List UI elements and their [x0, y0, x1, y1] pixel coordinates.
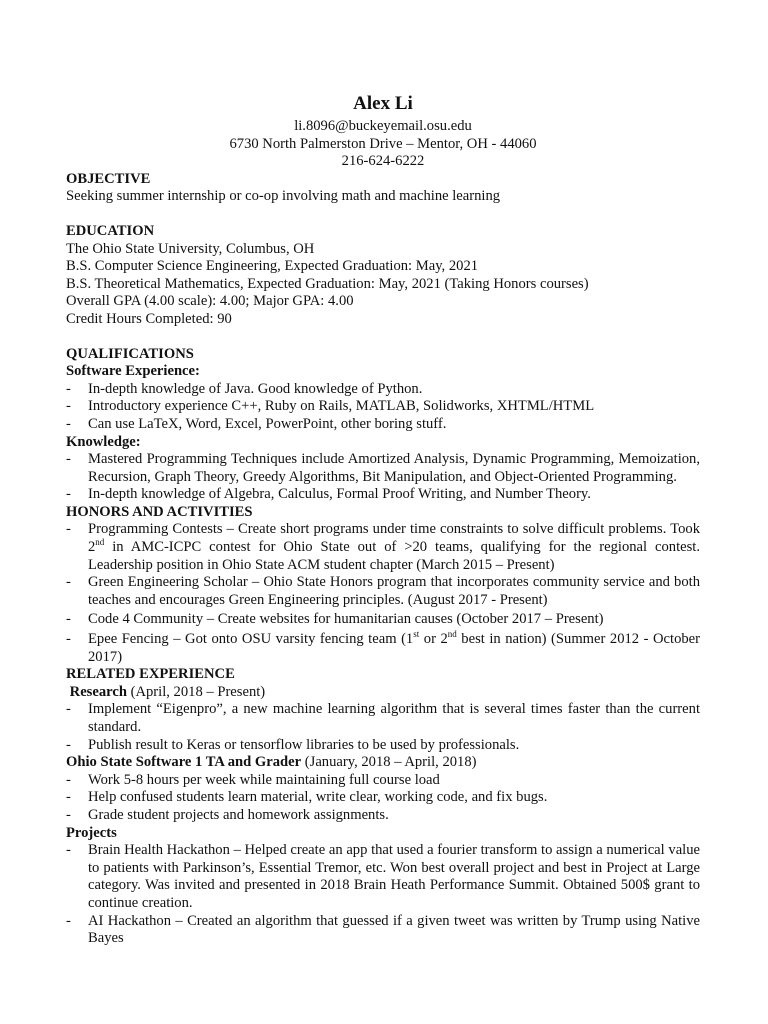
list-item: - Brain Health Hackathon – Helped create an app that used a fourier transform to assign a numerical value to patients with Parkinson’s, Essential Tremor, etc. Won best overall project and best in Project at Large category. Was invited and presented in 2018 Brain Heath Performance Summit. Obtained 500$ grant to continue creation. [66, 842, 700, 912]
list-item: - Work 5-8 hours per week while maintaining full course load [66, 772, 700, 790]
list-item: - In-depth knowledge of Algebra, Calculus, Formal Proof Writing, and Number Theory. [66, 486, 700, 504]
email: li.8096@buckeyemail.osu.edu [294, 118, 472, 134]
research-title: Research [69, 683, 127, 700]
education-line: Overall GPA (4.00 scale): 4.00; Major GPA: 4.00 [66, 293, 354, 310]
list-item: - In-depth knowledge of Java. Good knowledge of Python. [66, 381, 700, 399]
ta-title: Ohio State Software 1 TA and Grader [66, 754, 302, 771]
education-line: B.S. Theoretical Mathematics, Expected Graduation: May, 2021 (Taking Honors courses) [66, 275, 589, 292]
software-list [66, 381, 700, 434]
honors-list [66, 521, 700, 666]
ta-dates: (January, 2018 – April, 2018) [301, 754, 477, 771]
research-heading [66, 684, 700, 702]
objective-heading: OBJECTIVE [66, 170, 151, 187]
education-line: The Ohio State University, Columbus, OH [66, 240, 315, 257]
objective-text: Seeking summer internship or co-op involving math and machine learning [66, 188, 501, 205]
knowledge-heading: Knowledge: [66, 433, 141, 450]
list-item: - Implement “Eigenpro”, a new machine learning algorithm that is several times faster than the current standard. [66, 701, 700, 736]
research-dates: (April, 2018 – Present) [126, 683, 266, 700]
ta-list [66, 772, 700, 825]
resume-header [66, 92, 700, 171]
list-item: - Code 4 Community – Create websites for humanitarian causes (October 2017 – Present) [66, 611, 700, 629]
software-experience-heading: Software Experience: [66, 363, 200, 380]
list-item: - Green Engineering Scholar – Ohio State Honors program that incorporates community service and both teaches and encourages Green Engineering principles. (August 2017 - Present) [66, 574, 700, 609]
epee-text: Epee Fencing – Got onto OSU varsity fencing team (1 [88, 631, 414, 648]
list-item: - Grade student projects and homework assignments. [66, 807, 700, 825]
experience-heading: RELATED EXPERIENCE [66, 666, 235, 683]
ordinal-suffix: nd [95, 537, 105, 548]
contest-text-tail: in AMC-ICPC contest for Ohio State out of >20 teams, qualifying for the regional contest. Leadership position in Ohio State ACM student chapter (March 2015 – Present) [88, 539, 700, 573]
honors-heading: HONORS AND ACTIVITIES [66, 503, 253, 520]
resume-page [66, 92, 700, 948]
list-item: - Can use LaTeX, Word, Excel, PowerPoint, other boring stuff. [66, 416, 700, 434]
projects-list [66, 842, 700, 948]
projects-heading: Projects [66, 824, 117, 841]
list-item: - Help confused students learn material, write clear, working code, and fix bugs. [66, 789, 700, 807]
list-item [66, 631, 700, 666]
epee-text-tail: best in nation) (Summer 2012 - October 2017) [88, 631, 700, 665]
list-item: - AI Hackathon – Created an algorithm that guessed if a given tweet was written by Trump using Native Bayes [66, 913, 700, 948]
phone: 216-624-6222 [341, 153, 425, 170]
list-item: - Publish result to Keras or tensorflow libraries to be used by professionals. [66, 737, 700, 755]
epee-text-mid: or 2 [419, 631, 448, 648]
knowledge-list [66, 451, 700, 504]
list-item [66, 521, 700, 574]
contest-text: Programming Contests – Create short programs under time constraints to solve difficult problems. Took 2 [88, 521, 700, 556]
list-item: - Introductory experience C++, Ruby on Rails, MATLAB, Solidworks, XHTML/HTML [66, 398, 700, 416]
education-line: B.S. Computer Science Engineering, Expected Graduation: May, 2021 [66, 258, 479, 275]
ordinal-suffix: nd [447, 629, 457, 640]
education-line: Credit Hours Completed: 90 [66, 310, 232, 327]
list-item: - Mastered Programming Techniques include Amortized Analysis, Dynamic Programming, Memoization, Recursion, Graph Theory, Greedy Algorithms, Bit Manipulation, and Object-Oriented Programming. [66, 451, 700, 486]
ta-heading [66, 754, 700, 772]
research-list [66, 701, 700, 754]
ordinal-suffix: st [413, 629, 420, 640]
education-heading: EDUCATION [66, 222, 155, 239]
qualifications-heading: QUALIFICATIONS [66, 345, 194, 362]
address: 6730 North Palmerston Drive – Mentor, OH - 44060 [229, 135, 537, 152]
candidate-name: Alex Li [353, 93, 413, 114]
